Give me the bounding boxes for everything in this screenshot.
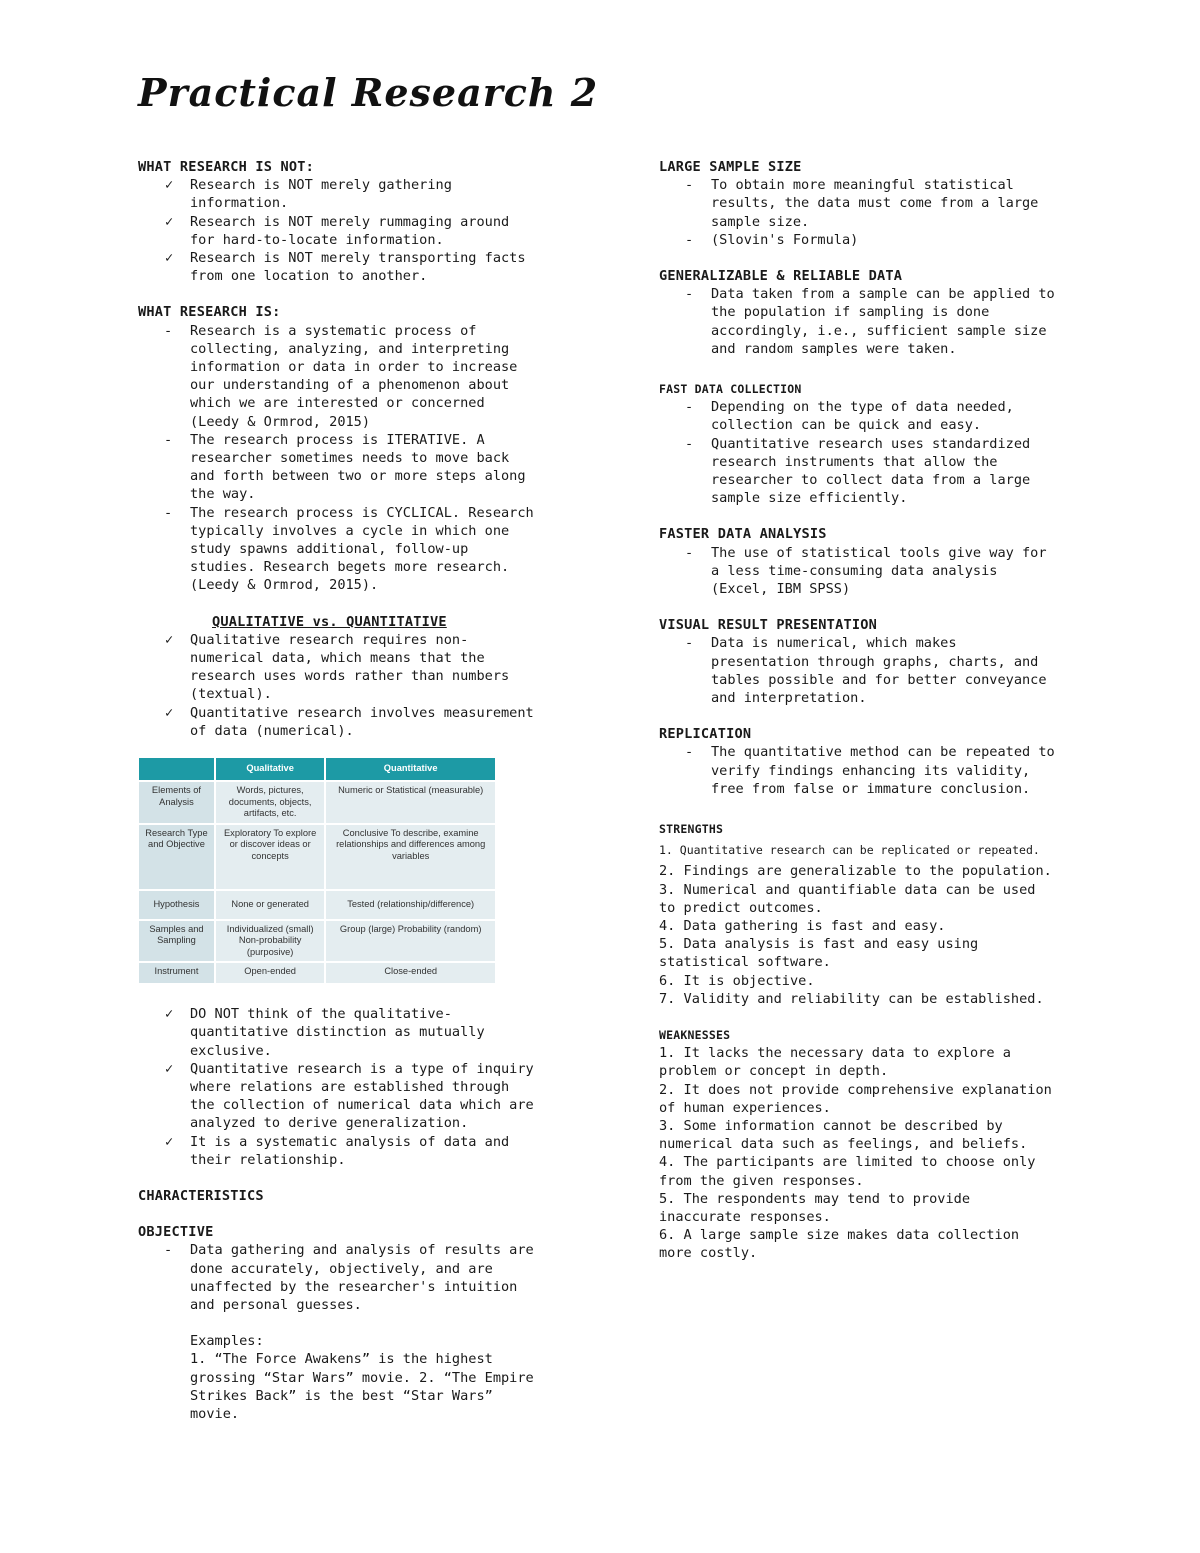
table-cell: Close-ended <box>325 962 496 983</box>
faster-data-analysis-heading: FASTER DATA ANALYSIS <box>659 526 827 543</box>
large-sample-size-heading: LARGE SAMPLE SIZE <box>659 159 802 175</box>
check-icon: ✓ <box>165 250 174 267</box>
list-item: 7. Validity and reliability can be established. <box>659 990 1044 1007</box>
what-research-is-not-heading: WHAT RESEARCH IS NOT: <box>138 159 315 175</box>
qualitative-vs-quantitative-heading: QUALITATIVE vs. QUANTITATIVE <box>212 613 447 630</box>
dash-icon: - <box>685 544 694 561</box>
what-research-is-heading: WHAT RESEARCH IS: <box>138 304 281 321</box>
table-header-row <box>139 758 496 781</box>
visual-result-presentation-list <box>659 634 1059 707</box>
list-item: ✓ It is a systematic analysis of data and their relationship. <box>165 1133 510 1168</box>
list-item: 6. A large sample size makes data collection more costly. <box>659 1227 1020 1262</box>
what-research-is-not-list <box>138 176 538 285</box>
list-item: - The research process is ITERATIVE. A researcher sometimes needs to move back and forth between two or more steps along the way. <box>164 431 526 503</box>
list-item: - (Slovin's Formula) <box>685 231 859 248</box>
table-cell: Individualized (small) Non-probability (purposive) <box>215 920 325 963</box>
strengths-heading: STRENGTHS <box>659 822 724 837</box>
table-cell: Tested (relationship/difference) <box>325 890 496 920</box>
dash-icon: - <box>164 431 173 448</box>
characteristics-heading: CHARACTERISTICS <box>138 1187 264 1204</box>
list-item: 5. Data analysis is fast and easy using statistical software. <box>659 936 979 971</box>
list-item: ✓ Research is NOT merely gathering information. <box>165 177 452 212</box>
table-cell: Conclusive To describe, examine relationships and differences among variables <box>325 824 496 890</box>
comparison-table <box>139 758 497 983</box>
fast-data-collection-heading: FAST DATA COLLECTION <box>659 382 802 397</box>
table-cell: Hypothesis <box>139 890 215 920</box>
list-item: ✓ Quantitative research involves measurement of data (numerical). <box>165 704 534 739</box>
dash-icon: - <box>164 322 173 339</box>
list-item: - Research is a systematic process of collecting, analyzing, and interpreting information or data in order to increase our understanding of a phenomenon about which we are interested or concerned (Leedy & Ormrod, 2015) <box>164 322 518 430</box>
generalizable-data-heading: GENERALIZABLE & RELIABLE DATA <box>659 268 903 285</box>
list-item: 4. The participants are limited to choose only from the given responses. <box>659 1154 1036 1189</box>
table-row <box>139 962 496 983</box>
table-row <box>139 920 496 963</box>
distinction-list <box>138 1005 538 1169</box>
check-icon: ✓ <box>165 213 174 230</box>
list-item: 6. It is objective. <box>659 972 815 989</box>
replication-list <box>659 743 1059 798</box>
list-item: ✓ DO NOT think of the qualitative-quantitative distinction as mutually exclusive. <box>165 1006 485 1059</box>
table-cell: Elements of Analysis <box>139 781 215 824</box>
large-sample-size-list <box>659 176 1059 249</box>
list-item: - Data taken from a sample can be applied to the population if sampling is done accordingly, i.e., sufficient sample size and random samples were taken. <box>685 286 1055 357</box>
objective-heading: OBJECTIVE <box>138 1224 214 1241</box>
table-cell: Samples and Sampling <box>139 920 215 963</box>
table-cell: Exploratory To explore or discover ideas or concepts <box>215 824 325 890</box>
table-header-cell: Quantitative <box>325 758 496 781</box>
list-item: 4. Data gathering is fast and easy. <box>659 917 946 934</box>
weaknesses-list <box>659 1044 1059 1262</box>
table-cell: Group (large) Probability (random) <box>325 920 496 963</box>
list-item: ✓ Quantitative research is a type of inquiry where relations are established through the collection of numerical data which are analyzed to derive generalization. <box>165 1060 534 1132</box>
list-item: - Data is numerical, which makes presentation through graphs, charts, and tables possible and for better conveyance and interpretation. <box>685 635 1047 707</box>
replication-heading: REPLICATION <box>659 726 752 743</box>
table-cell: Words, pictures, documents, objects, artifacts, etc. <box>215 781 325 824</box>
list-item: - Data gathering and analysis of results are done accurately, objectively, and are unaffected by the researcher's intuition and personal guesses. <box>164 1242 534 1313</box>
dash-icon: - <box>685 435 694 452</box>
list-item: - The quantitative method can be repeated to verify findings enhancing its validity, free from false or immature conclusion. <box>685 744 1055 797</box>
objective-list <box>138 1241 538 1314</box>
check-icon: ✓ <box>165 631 174 648</box>
dash-icon: - <box>685 177 694 194</box>
dash-icon: - <box>685 399 694 416</box>
table-cell: Research Type and Objective <box>139 824 215 890</box>
list-item: 2. Findings are generalizable to the population. <box>659 863 1052 880</box>
faster-data-analysis-list <box>659 544 1059 599</box>
fast-data-collection-list <box>659 398 1059 507</box>
dash-icon: - <box>164 1242 173 1259</box>
weaknesses-heading: WEAKNESSES <box>659 1027 731 1042</box>
list-item: - Depending on the type of data needed, collection can be quick and easy. <box>685 399 1014 434</box>
table-header-cell <box>139 758 215 781</box>
dash-icon: - <box>685 231 694 248</box>
table-header-cell: Qualitative <box>215 758 325 781</box>
list-item: - The research process is CYCLICAL. Research typically involves a cycle in which one study spawns additional, follow-up studies. Research begets more research. (Leedy & Ormrod, 2015). <box>164 504 534 594</box>
table-cell: None or generated <box>215 890 325 920</box>
list-item: 3. Numerical and quantifiable data can be used to predict outcomes. <box>659 881 1036 916</box>
qualitative-vs-quantitative-list <box>138 631 538 740</box>
table-cell: Instrument <box>139 962 215 983</box>
page-title: Practical Research 2 <box>138 70 599 115</box>
list-item: ✓ Research is NOT merely transporting facts from one location to another. <box>165 250 526 285</box>
check-icon: ✓ <box>165 1060 174 1077</box>
right-column <box>659 158 1059 1263</box>
examples-label: Examples: <box>190 1333 264 1350</box>
list-item: - Quantitative research uses standardized research instruments that allow the researcher to collect data from a large sample size efficiently. <box>685 435 1031 507</box>
strengths-list <box>659 838 1059 1008</box>
list-item: - The use of statistical tools give way for a less time-consuming data analysis (Excel, IBM SPSS) <box>685 544 1047 598</box>
dash-icon: - <box>685 744 694 761</box>
list-item: ✓ Research is NOT merely rummaging around for hard-to-locate information. <box>165 213 510 248</box>
list-item: ✓ Qualitative research requires non-numerical data, which means that the research uses words rather than numbers (textual). <box>165 631 510 703</box>
list-item: 2. It does not provide comprehensive explanation of human experiences. <box>659 1081 1052 1116</box>
table-row <box>139 890 496 920</box>
table-row <box>139 781 496 824</box>
check-icon: ✓ <box>165 704 174 721</box>
visual-result-presentation-heading: VISUAL RESULT PRESENTATION <box>659 617 877 634</box>
examples-text: 1. “The Force Awakens” is the highest grossing “Star Wars” movie. 2. “The Empire Strikes Back” is the best “Star Wars” movie. <box>190 1351 534 1422</box>
left-column <box>138 158 538 1423</box>
list-item: 1. Quantitative research can be replicated or repeated. <box>659 843 1040 858</box>
check-icon: ✓ <box>165 1006 174 1023</box>
table-row <box>139 824 496 890</box>
dash-icon: - <box>164 504 173 521</box>
list-item: 5. The respondents may tend to provide inaccurate responses. <box>659 1190 970 1225</box>
table-cell: Numeric or Statistical (measurable) <box>325 781 496 824</box>
list-item: 1. It lacks the necessary data to explore a problem or concept in depth. <box>659 1045 1011 1080</box>
list-item: 3. Some information cannot be described by numerical data such as feelings, and beliefs. <box>659 1117 1028 1153</box>
dash-icon: - <box>685 635 694 652</box>
check-icon: ✓ <box>165 177 174 194</box>
check-icon: ✓ <box>165 1133 174 1150</box>
table-cell: Open-ended <box>215 962 325 983</box>
list-item: - To obtain more meaningful statistical results, the data must come from a large sample size. <box>685 177 1039 230</box>
what-research-is-list <box>138 322 538 595</box>
dash-icon: - <box>685 286 694 303</box>
generalizable-data-list <box>659 285 1059 358</box>
